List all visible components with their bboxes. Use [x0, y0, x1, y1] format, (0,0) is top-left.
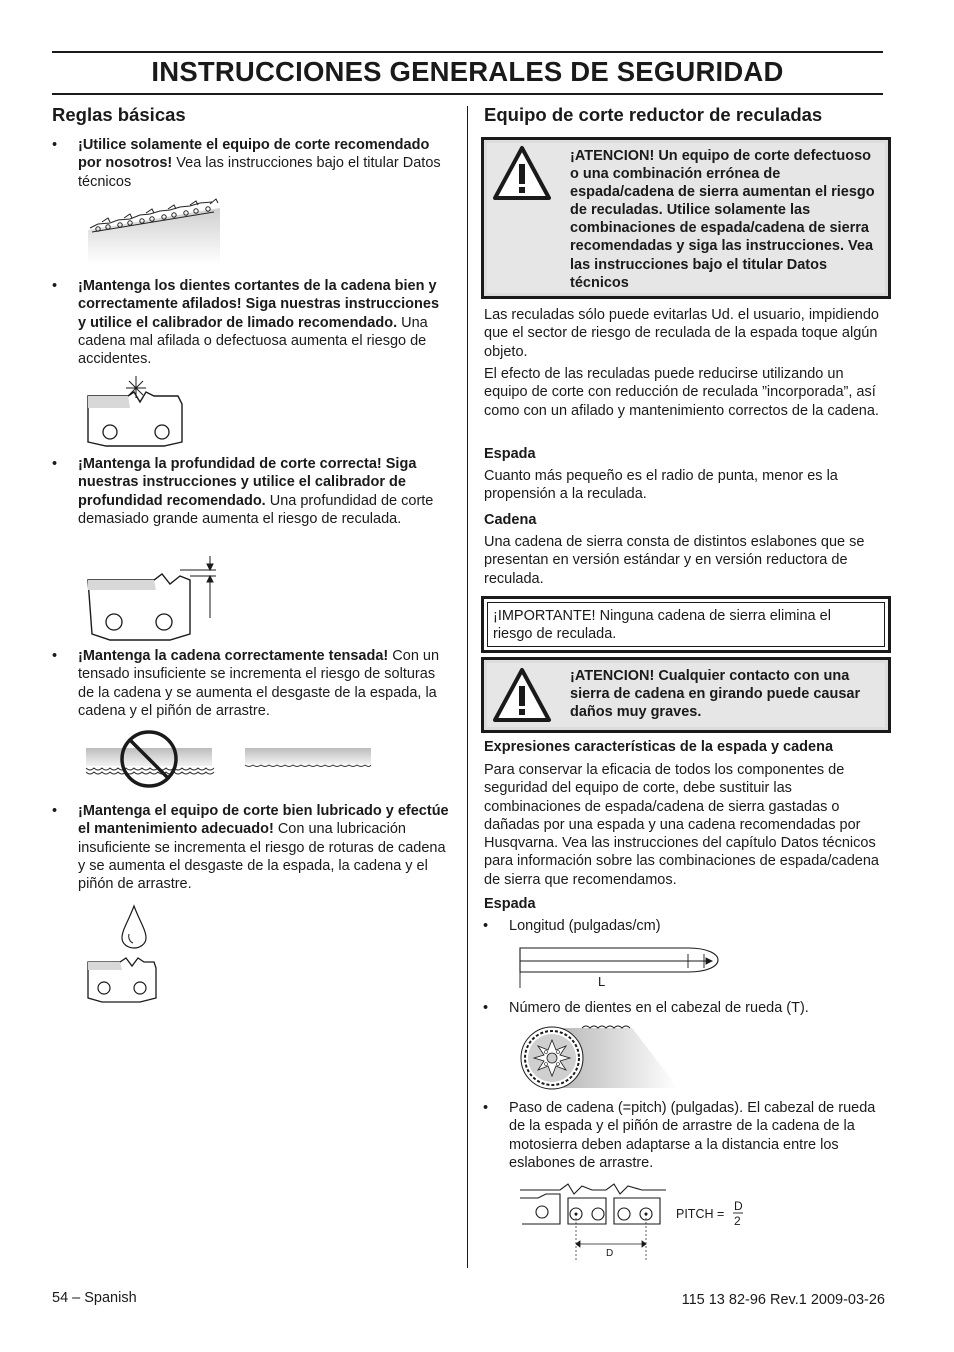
important-text: ¡IMPORTANTE! Ninguna cadena de sierra elimina el riesgo de reculada.: [493, 608, 831, 643]
warning-triangle-icon: [491, 144, 553, 204]
bullet-bold-text: ¡Mantenga la profundidad de corte correcta! Siga nuestras instrucciones y utilice el calibrador de profundidad recomendado.: [78, 456, 417, 509]
bullet-depth-gauge: [52, 455, 450, 528]
important-box: [481, 596, 891, 653]
header-bottom-rule: [52, 93, 883, 95]
subheading-cadena: Cadena: [484, 512, 537, 528]
bullet-dot: •: [483, 1100, 489, 1116]
bullet-dot: •: [52, 137, 58, 153]
para-cadena: Una cadena de sierra consta de distintos eslabones que se presentan en versión estándar y en versión reductora de reculada.: [484, 534, 865, 587]
bullet-dot: •: [483, 918, 489, 934]
bullet-bold-text: ¡Mantenga la cadena correctamente tensada!: [78, 648, 389, 664]
pitch-label: PITCH =: [676, 1207, 725, 1221]
para-kickback-effect: El efecto de las reculadas puede reducirse utilizando un equipo de corte con reducción de reculada ”incorporada”, así como con un afilado y mantenimiento correctos de la cadena.: [484, 366, 879, 419]
oil-drop-cutter-illustration: [84, 904, 160, 1004]
sharp-cutter-illustration: [84, 376, 188, 452]
warning-text-equipment: ¡ATENCION! Un equipo de corte defectuoso o una combinación errónea de espada/cadena de sierra aumentan el riesgo de reculadas. Utilice solamente las combinaciones de espada/cadena de sierra recomendadas y siga las instrucciones. Vea las instrucciones bajo el titular Datos técnicos: [570, 148, 875, 291]
pitch-numerator: D: [734, 1199, 743, 1213]
bullet-text: Vea las instrucciones bajo el titular Datos técnicos: [78, 155, 441, 190]
bullet-text: Paso de cadena (=pitch) (pulgadas). El cabezal de rueda de la espada y el piñón de arrastre de la cadena de la motosierra deben adaptarse a la distancia entre los eslabones de arrastre.: [509, 1100, 876, 1171]
right-heading: Equipo de corte reductor de reculadas: [484, 104, 823, 125]
bullet-text: Longitud (pulgadas/cm): [509, 918, 661, 934]
bullet-dot: •: [483, 1000, 489, 1016]
chain-tension-illustration: [84, 728, 380, 790]
warning-triangle-icon: [491, 666, 553, 726]
para-espada: Cuanto más pequeño es el radio de punta, menor es la propensión a la reculada.: [484, 468, 838, 503]
bullet-dot: •: [52, 803, 58, 819]
bullet-chain-pitch: [483, 1099, 889, 1172]
bullet-dot: •: [52, 278, 58, 294]
bullet-cutting-equipment: [52, 136, 450, 191]
bullet-bar-length: [483, 917, 879, 935]
bullet-text: Una cadena mal afilada o defectuosa aumenta el riesgo de accidentes.: [78, 314, 428, 368]
warning-box-contact: [481, 657, 891, 733]
label-D: D: [606, 1248, 614, 1259]
warning-box-equipment: [481, 137, 891, 299]
depth-gauge-illustration: [84, 556, 220, 644]
chain-pitch-illustration: [512, 1180, 750, 1262]
left-heading: Reglas básicas: [52, 104, 186, 125]
page-title: INSTRUCCIONES GENERALES DE SEGURIDAD: [151, 56, 784, 87]
bullet-text: Con una lubricación insuficiente se incrementa el riesgo de roturas de cadena y se aumenta el desgaste de la espada, la cadena y el piñón de arrastre.: [78, 821, 446, 893]
bullet-nose-teeth: [483, 999, 879, 1017]
label-L: L: [598, 974, 606, 989]
bullet-bold-text: ¡Utilice solamente el equipo de corte recomendado por nosotros!: [78, 137, 430, 172]
subheading-espada: Espada: [484, 446, 536, 462]
warning-text-contact: ¡ATENCION! Cualquier contacto con una sierra de cadena en girando puede causar daños muy graves.: [570, 668, 861, 721]
bullet-lubrication: [52, 802, 450, 893]
bullet-dot: •: [52, 456, 58, 472]
para-kickback-user: Las reculadas sólo puede evitarlas Ud. el usuario, impidiendo que el sector de riesgo de reculada de la espada toque algún objeto.: [484, 307, 879, 360]
bullet-bold-text: ¡Mantenga el equipo de corte bien lubricado y efectúe el mantenimiento adecuado!: [78, 803, 449, 838]
subheading-expressions: Expresiones características de la espada y cadena: [484, 739, 834, 755]
oil-drop-icon: [122, 906, 146, 948]
bullet-text: Una profundidad de corte demasiado grande aumenta el riesgo de reculada.: [78, 492, 434, 527]
bullet-text: Con un tensado insuficiente se incrementa el riesgo de solturas de la cadena y se aumenta el desgaste de la espada, la cadena y el piñón de arrastre.: [78, 648, 440, 719]
bullet-bold-text: ¡Mantenga los dientes cortantes de la cadena bien y correctamente afilados! Siga nuestras instrucciones y utilice el calibrador de limado recomendado.: [78, 278, 440, 331]
bullet-dot: •: [52, 648, 58, 664]
footer-page-number: 54 – Spanish: [52, 1290, 137, 1306]
footer-document-id: 115 13 82-96 Rev.1 2009-03-26: [681, 1292, 885, 1308]
header-top-rule: [52, 51, 883, 53]
column-divider: [467, 106, 468, 1268]
subheading-espada-2: Espada: [484, 896, 536, 912]
bar-length-illustration: [512, 940, 724, 992]
bullet-chain-tension: [52, 647, 450, 720]
nose-sprocket-illustration: [512, 1022, 680, 1092]
bullet-sharp-teeth: [52, 277, 450, 368]
pitch-denominator: 2: [734, 1214, 741, 1228]
para-expressions: Para conservar la eficacia de todos los componentes de seguridad del equipo de corte, debe sustituir las combinaciones de espada/cadena de sierra gastadas o dañadas por una espada y una cadena recomendadas por Husqvarna. Vea las instrucciones del capítulo Datos técnicos para información sobre las combinaciones de espada/cadena de sierra que recomendamos.: [484, 762, 879, 888]
bullet-text: Número de dientes en el cabezal de rueda (T).: [509, 1000, 809, 1016]
chain-on-bar-illustration: [84, 198, 224, 264]
